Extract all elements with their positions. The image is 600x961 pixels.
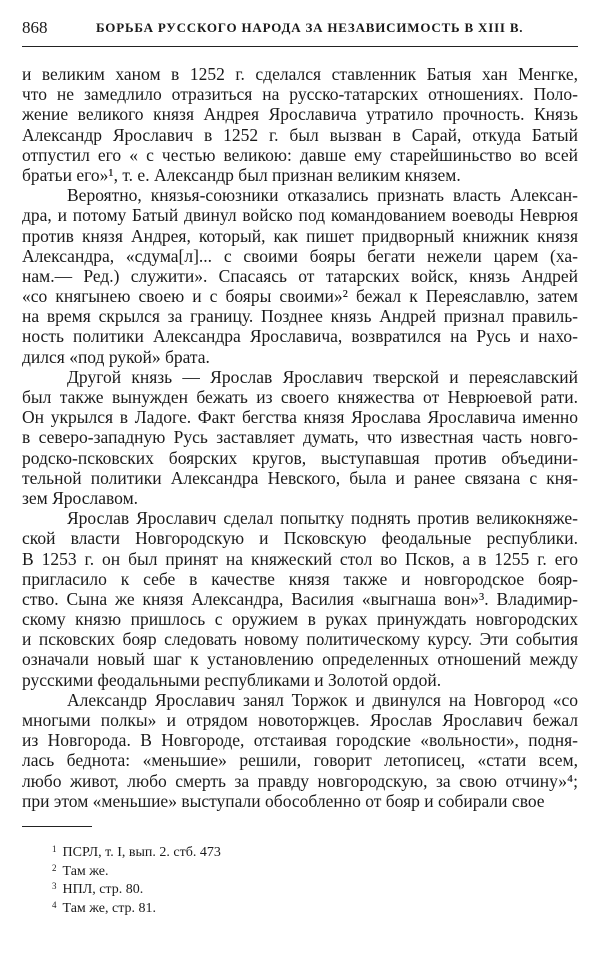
paragraph (22, 185, 578, 367)
text-line: Он укрылся в Ладоге. Факт бегства князя Ярослава Ярославича именно (22, 407, 578, 428)
text-line: и великим ханом в 1252 г. сделался ставленник Батыя хан Менгке, (22, 64, 578, 84)
text-line: Ярослав Ярославич сделал попытку поднять против великокняже- (67, 508, 578, 529)
text-line: лась беднота: «меньшие» решили, говорит летописец, «стати всем, (22, 750, 578, 771)
text-line: против князя Андрея, который, как пишет придворный книжник князя (22, 225, 578, 246)
text-line: любо живот, любо смерть за правду новгородскую, за свою отчину»⁴; (22, 770, 578, 791)
footnotes (52, 844, 221, 918)
text-line: многыми полкы» и отрядом новоторжцев. Ярослав Ярославич бежал (22, 710, 578, 730)
text-line: жение великого князя Андрея Ярославича утратило прочность. Князь (22, 104, 578, 125)
text-line: Другой князь — Ярослав Ярославич тверской и переяславский (67, 366, 578, 387)
text-line: ской власти Новгородскую и Псковскую феодальные республики. (22, 528, 578, 549)
text-line: в северо-западную Русь заставляет думать, что известная часть новго- (22, 427, 578, 448)
footnote-text: ПСРЛ, т. I, вып. 2. стб. 473 (62, 845, 221, 860)
running-header (22, 16, 578, 40)
text-line: что не замедлило отразиться на русско-татарских отношениях. Поло- (22, 84, 578, 105)
text-line: ство. Сына же князя Александра, Василия «выгнаша вон»³. Владимир- (22, 588, 578, 609)
footnote (52, 900, 221, 919)
text-line: «со княгынею своею и с бояры своими»² бежал к Переяславлю, затем (22, 286, 578, 307)
footnote-mark: 3 (52, 881, 57, 891)
footnote-mark: 4 (52, 899, 57, 910)
text-line: на время скрылся за границу. Позднее князь Андрей признал правиль- (22, 306, 578, 327)
text-line: скому князю пришлось с оружием в руках принуждать новгородских (22, 609, 578, 630)
text-line: пригласило к себе в качестве князя также и новгородское бояр- (22, 568, 578, 589)
body-text (22, 64, 578, 811)
text-line: тельной политики Александра Невского, была и ранее связана с кня- (22, 467, 578, 488)
text-line: дился «под рукой» брата. (22, 346, 210, 367)
footnote (52, 844, 221, 863)
paragraph (22, 690, 578, 811)
text-line: Александр Ярославич занял Торжок и двинулся на Новгород «со (67, 689, 578, 710)
text-line: Вероятно, князья-союзники отказались признать власть Алексан- (67, 185, 578, 206)
paragraph (22, 64, 578, 185)
footnote-text: Там же, стр. 81. (62, 900, 156, 916)
text-line: зем Ярославом. (22, 487, 139, 508)
footnote-rule (22, 826, 92, 827)
text-line: родско-псковских боярских кругов, выступавшая против объедини- (22, 447, 578, 468)
text-line: нам.— Ред.) служити». Спасаясь от татарских войск, князь Андрей (22, 265, 578, 286)
paragraph (22, 508, 578, 690)
text-line: отпустил его « с честью великою: давше ему старейшиньство во всей (22, 144, 578, 165)
text-line: дра, и потому Батый двинул войско под командованием воеводы Неврюя (22, 205, 578, 226)
paragraph (22, 367, 578, 508)
footnote-text: НПЛ, стр. 80. (62, 882, 144, 897)
text-line: из Новгорода. В Новгороде, отстаивая городские «вольности», подня- (22, 730, 578, 751)
footnote-text: Там же. (62, 863, 109, 879)
running-title: БОРЬБА РУССКОГО НАРОДА ЗА НЕЗАВИСИМОСТЬ В XIII В. (96, 20, 524, 35)
text-line: Александра, «сдума[л]... с своими бояры бегати нежели царем (ха- (22, 245, 578, 266)
footnote (52, 863, 221, 882)
text-line: означали новый шаг к установлению определенных отношений между (22, 649, 578, 670)
text-line: был также вынужден бежать из своего княжества от Неврюевой рати. (22, 387, 578, 407)
header-rule (22, 46, 578, 47)
footnote-mark: 2 (52, 862, 57, 873)
text-line: братьи его»¹, т. е. Александр был признан великим князем. (22, 164, 461, 185)
text-line: и псковских бояр следовать новому политическому курсу. Эти события (22, 629, 578, 650)
text-line: В 1253 г. он был принят на княжеский стол во Псков, а в 1255 г. его (22, 548, 578, 569)
text-line: ность политики Александра Ярославича, возвратился на Русь и нахо- (22, 326, 578, 347)
footnote-mark: 1 (52, 844, 57, 854)
page-number: 868 (22, 18, 48, 37)
text-line: русскими феодальными республиками и Золотой ордой. (22, 669, 442, 690)
text-line: Александр Ярославич в 1252 г. был вызван в Сарай, откуда Батый (22, 124, 578, 145)
text-line: при этом «меньшие» выступали обособленно от бояр и собирали свое (22, 790, 545, 811)
footnote (52, 881, 221, 900)
